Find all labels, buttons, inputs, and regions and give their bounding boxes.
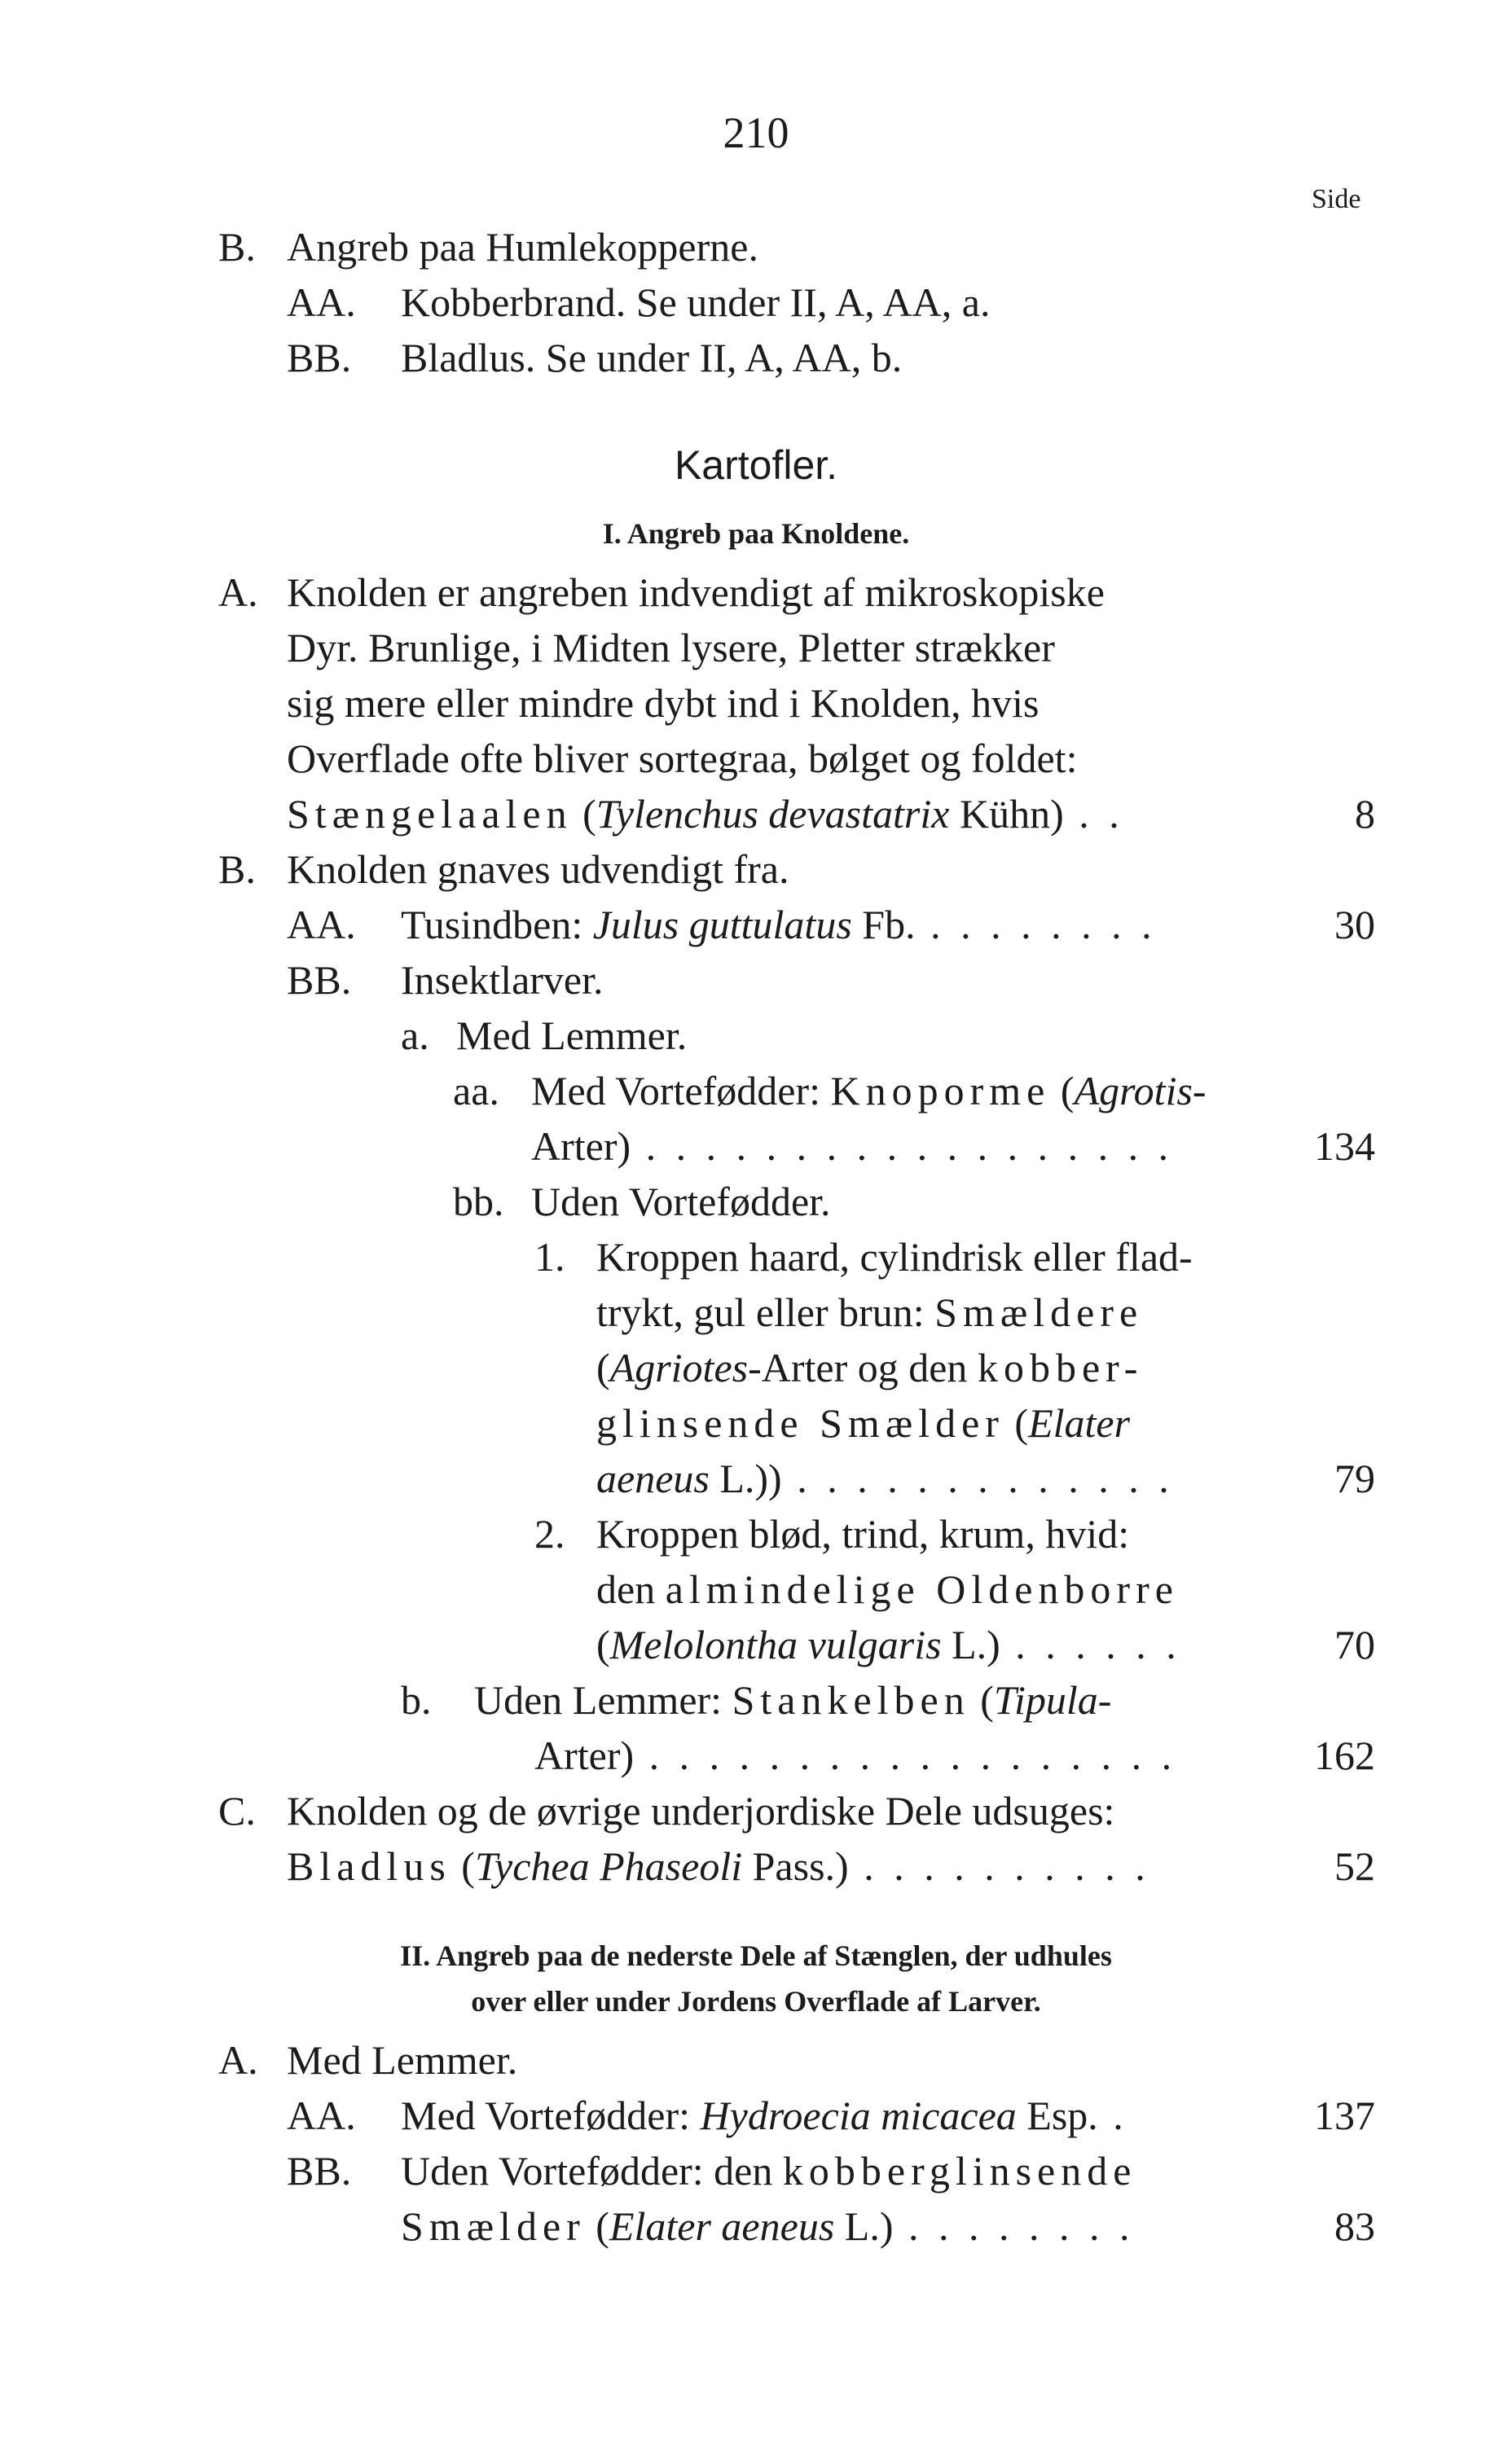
paren: (: [1050, 1068, 1075, 1113]
entry-marker: a.: [401, 1012, 429, 1058]
section-title: Kartofler.: [674, 442, 838, 488]
entry-text: [596, 1339, 1143, 1396]
page-ref: 162: [1314, 1733, 1375, 1778]
entry-text: Med Lemmer.: [287, 2037, 518, 2083]
text: trykt, gul eller brun:: [596, 1289, 935, 1335]
part2-heading-continued: over eller under Jordens Overflade af Larver.: [471, 1985, 1041, 2018]
entry-marker: 1.: [534, 1234, 565, 1280]
entry-marker: BB.: [287, 2148, 352, 2194]
entry-text: Kroppen haard, cylindrisk eller flad-: [596, 1234, 1193, 1280]
latin-name: Elater: [1028, 1400, 1131, 1446]
leader-dots: . . . . . . . .: [915, 902, 1157, 947]
part2-heading: II. Angreb paa de nederste Dele af Stænglen, der udhules: [400, 1939, 1112, 1972]
entry-text: Med Lemmer.: [456, 1012, 688, 1058]
spaced-name: Stængelaalen: [287, 791, 573, 837]
part2-bb-line-2: [0, 2198, 1512, 2255]
paren: (: [596, 1345, 610, 1390]
entry-text: Kroppen blød, trind, krum, hvid:: [596, 1511, 1130, 1557]
entry-marker: b.: [401, 1677, 432, 1723]
author: L.): [834, 2203, 894, 2249]
text: den: [596, 1566, 666, 1612]
spaced-name: kobberglinsende: [782, 2148, 1137, 2194]
paren: (: [585, 2203, 609, 2249]
entry-text: [534, 1727, 1176, 1784]
leader-dots: . . . . . . . . . . . . . . . . . .: [631, 1123, 1174, 1169]
entry-text: Knolden er angreben indvendigt af mikroskopiske: [287, 569, 1105, 615]
part1-aa-small-line-2: [0, 1118, 1512, 1175]
page-ref: 134: [1314, 1123, 1375, 1169]
author: L.)): [709, 1456, 782, 1501]
part1-aa-small-line-1: [0, 1062, 1512, 1119]
latin-name: Agrotis-: [1074, 1068, 1207, 1113]
part1-bb-line: [0, 951, 1512, 1008]
entry-marker: BB.: [287, 957, 352, 1003]
part1-a-line-5: [0, 785, 1512, 842]
entry-marker: B.: [218, 224, 256, 270]
part1-heading: I. Angreb paa Knoldene.: [602, 517, 910, 550]
leader-dots: . . . . . . . . . . . . . . . . . .: [634, 1733, 1177, 1778]
spaced-name: Smældere: [934, 1289, 1144, 1335]
hops-bb-line: [0, 329, 1512, 386]
entry-marker: B.: [218, 846, 256, 892]
author: Fb.: [851, 902, 916, 947]
part1-a-line-2: [0, 619, 1512, 676]
entry-text: Kobberbrand. Se under II, A, AA, a.: [401, 279, 991, 325]
text: Arter): [531, 1123, 631, 1169]
entry-text: [287, 1838, 1150, 1895]
latin-name: Tylenchus devastatrix: [596, 791, 950, 837]
author: L.): [941, 1622, 1000, 1667]
part2-bb-line-1: [0, 2142, 1512, 2199]
paren: (: [969, 1677, 994, 1723]
part1-a-small-line: [0, 1007, 1512, 1064]
latin-name: aeneus: [596, 1456, 710, 1501]
entry-text: Knolden og de øvrige underjordiske Dele udsuges:: [287, 1788, 1115, 1834]
leader-dots: . .: [1063, 791, 1124, 837]
part1-n1-line-4: [0, 1395, 1512, 1452]
part2-a-line: [0, 2031, 1512, 2088]
paren: (: [1004, 1400, 1029, 1446]
paren: (: [451, 1843, 475, 1889]
part1-a-line-1: [0, 564, 1512, 621]
entry-text: Knolden gnaves udvendigt fra.: [287, 846, 789, 892]
leader-dots: .: [1097, 2093, 1128, 2138]
entry-text: Bladlus. Se under II, A, AA, b.: [401, 335, 903, 380]
leader-dots: . . . . . . . . . .: [848, 1843, 1150, 1889]
entry-marker: bb.: [453, 1179, 504, 1224]
part1-n2-line-1: [0, 1505, 1512, 1562]
page-ref: 52: [1334, 1843, 1375, 1889]
entry-text: Angreb paa Humlekopperne.: [287, 224, 758, 270]
entry-marker: A.: [218, 2037, 258, 2083]
author: Pass.): [742, 1843, 849, 1889]
page-ref: 137: [1314, 2093, 1375, 2138]
part1-n1-line-3: [0, 1339, 1512, 1396]
part2-heading-line-2: [0, 1973, 1512, 2030]
entry-marker: C.: [218, 1788, 256, 1834]
author: Kühn): [949, 791, 1064, 837]
spaced-name: Bladlus: [287, 1843, 451, 1889]
part1-b-small-line-2: [0, 1727, 1512, 1784]
part1-aa-line: [0, 896, 1512, 953]
entry-text: [531, 1118, 1173, 1175]
part1-a-line-4: [0, 730, 1512, 787]
part1-bb-small-line: [0, 1173, 1512, 1230]
part1-n2-line-3: [0, 1616, 1512, 1673]
text: -Arter og den: [748, 1345, 978, 1390]
author: Esp.: [1016, 2093, 1098, 2138]
entry-text: sig mere eller mindre dybt ind i Knolden, hvis: [287, 680, 1040, 726]
part2-aa-line: [0, 2087, 1512, 2144]
latin-name: Tipula-: [993, 1677, 1112, 1723]
text: Med Vortefødder:: [401, 2093, 701, 2138]
entry-text: Overflade ofte bliver sortegraa, bølget og foldet:: [287, 736, 1078, 781]
spaced-name: Stankelben: [732, 1677, 970, 1723]
page-ref: 70: [1334, 1622, 1375, 1667]
entry-text: [287, 785, 1124, 842]
entry-marker: BB.: [287, 335, 352, 380]
latin-name: Agriotes: [609, 1345, 749, 1390]
part1-n1-line-1: [0, 1228, 1512, 1285]
entry-text: [401, 2198, 1134, 2255]
text: Tusindben:: [401, 902, 593, 947]
part1-n1-line-5: [0, 1450, 1512, 1507]
spaced-name: almindelige Oldenborre: [665, 1566, 1179, 1612]
column-label-side: Side: [1312, 184, 1361, 214]
text: Arter): [534, 1733, 635, 1778]
entry-text: [401, 896, 1157, 953]
entry-text: [531, 1062, 1207, 1119]
spaced-name: Smælder: [401, 2203, 586, 2249]
part1-b-line: [0, 841, 1512, 898]
entry-marker: AA.: [287, 2093, 356, 2138]
part1-c-line-1: [0, 1782, 1512, 1839]
entry-text: [401, 2087, 1128, 2144]
page-number-line: [0, 104, 1512, 161]
entry-text: [474, 1671, 1111, 1728]
leader-dots: . . . . . . . .: [893, 2203, 1135, 2249]
text: Med Vortefødder:: [531, 1068, 831, 1113]
text: Uden Vortefødder: den: [401, 2148, 783, 2194]
leader-dots: . . . . . . . . . . . . .: [781, 1456, 1174, 1501]
leader-dots: . . . . . .: [1000, 1622, 1181, 1667]
latin-name: Julus guttulatus: [592, 902, 852, 947]
entry-text: [401, 2142, 1136, 2199]
page-number: 210: [723, 108, 789, 157]
entry-text: Dyr. Brunlige, i Midten lysere, Pletter strækker: [287, 625, 1055, 670]
part1-b-small-line-1: [0, 1671, 1512, 1728]
latin-name: Tychea Phaseoli: [474, 1843, 743, 1889]
part1-n1-line-2: [0, 1284, 1512, 1341]
entry-marker: aa.: [453, 1068, 499, 1113]
entry-text: [596, 1284, 1143, 1341]
part1-c-line-2: [0, 1838, 1512, 1895]
latin-name: Melolontha vulgaris: [609, 1622, 942, 1667]
spaced-name: kobber-: [977, 1345, 1144, 1390]
entry-text: [596, 1561, 1179, 1618]
entry-marker: A.: [218, 569, 258, 615]
text: Uden Lemmer:: [474, 1677, 732, 1723]
page-ref: 30: [1334, 902, 1375, 947]
entry-marker: AA.: [287, 279, 356, 325]
part1-n2-line-2: [0, 1561, 1512, 1618]
spaced-name: glinsende Smælder: [596, 1400, 1004, 1446]
page-ref: 8: [1355, 791, 1375, 837]
paren: (: [596, 1622, 610, 1667]
page-ref: 79: [1334, 1456, 1375, 1501]
paren: (: [572, 791, 596, 837]
entry-text: [596, 1395, 1130, 1452]
entry-text: Uden Vortefødder.: [531, 1179, 831, 1224]
hops-heading: [0, 218, 1512, 275]
entry-marker: 2.: [534, 1511, 565, 1557]
page-ref: 83: [1334, 2203, 1375, 2249]
entry-text: [596, 1450, 1174, 1507]
entry-text: [596, 1616, 1181, 1673]
latin-name: Hydroecia micacea: [700, 2093, 1017, 2138]
section-title-line: [0, 437, 1512, 494]
part1-a-line-3: [0, 674, 1512, 731]
part1-heading-line: [0, 505, 1512, 562]
entry-text: Insektlarver.: [401, 957, 604, 1003]
hops-aa-line: [0, 274, 1512, 331]
spaced-name: Knoporme: [830, 1068, 1051, 1113]
latin-name: Elater aeneus: [609, 2203, 835, 2249]
entry-marker: AA.: [287, 902, 356, 947]
